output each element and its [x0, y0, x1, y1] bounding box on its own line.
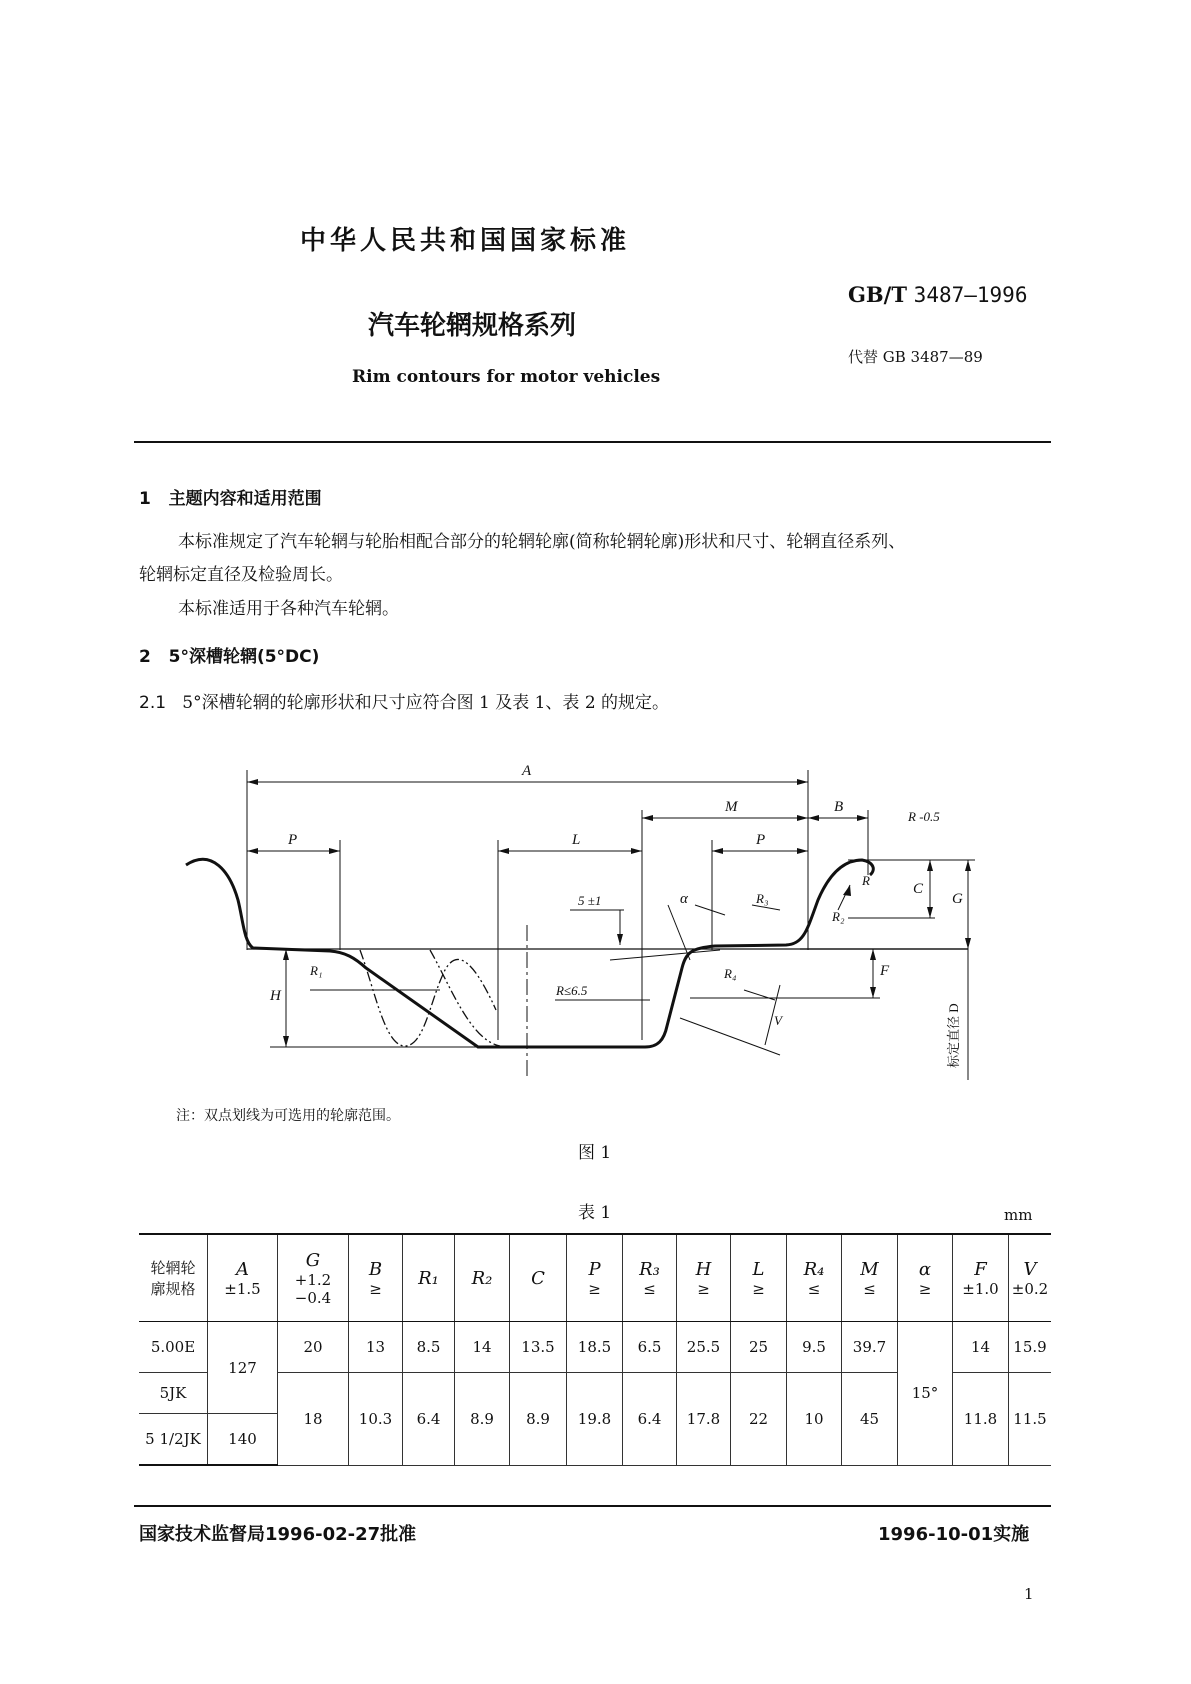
col-L-ge: ≥	[752, 1279, 765, 1298]
col-M	[842, 1235, 898, 1322]
label-P-left: P	[288, 832, 298, 848]
cell-C: 13.5	[510, 1322, 567, 1373]
cell-R2: 8.9	[455, 1373, 510, 1466]
col-R3	[623, 1235, 677, 1322]
col-alpha-label: α	[918, 1258, 932, 1280]
label-B: B	[834, 799, 844, 815]
col-M-le: ≤	[863, 1279, 876, 1298]
cell-F: 14	[953, 1322, 1009, 1373]
label-G: G	[952, 891, 963, 907]
label-V: V	[774, 1013, 782, 1028]
table-unit: mm	[1004, 1206, 1033, 1224]
page-number: 1	[1024, 1585, 1034, 1603]
rim-contour-line	[186, 859, 873, 1047]
cell-alpha: 15°	[898, 1322, 953, 1466]
section-1-title: 主题内容和适用范围	[168, 489, 322, 509]
footer-rule	[134, 1505, 1051, 1507]
col-G-tol-lower: −0.4	[294, 1288, 332, 1307]
col-V-label: V	[1023, 1258, 1037, 1280]
col-A-tol: ±1.5	[224, 1279, 261, 1298]
col-H-ge: ≥	[697, 1279, 710, 1298]
label-R3: R₃	[756, 891, 769, 906]
paragraph-1-line-2: 轮辋标定直径及检验周长。	[139, 565, 343, 585]
national-standard-heading: 中华人民共和国国家标准	[300, 226, 631, 256]
col-R1	[403, 1235, 455, 1322]
implementation-date: 1996-10-01实施	[878, 1524, 1030, 1545]
col-B-label: B	[368, 1258, 383, 1280]
label-R1: R₁	[310, 963, 323, 978]
paragraph-1-line-1: 本标准规定了汽车轮辋与轮胎相配合部分的轮辋轮廓(简称轮辋轮廓)形状和尺寸、轮辋直径系列、	[178, 532, 906, 552]
section-2-title: 5°深槽轮辋(5°DC)	[168, 647, 320, 667]
cell-G: 18	[278, 1373, 349, 1466]
cell-L: 22	[731, 1373, 787, 1466]
label-R4: R₄	[724, 966, 737, 981]
label-D: 标定直径 D	[946, 1003, 961, 1068]
col-alpha-ge: ≥	[918, 1279, 932, 1298]
col-H-label: H	[695, 1258, 712, 1280]
cell-A-bottom: 140	[208, 1414, 278, 1466]
col-L-label: L	[752, 1258, 765, 1280]
cell-P: 18.5	[567, 1322, 623, 1373]
label-R-limit: R≤6.5	[556, 983, 588, 998]
standard-number-value: 3487—1996	[913, 283, 1028, 307]
col-R3-label: R₃	[639, 1258, 660, 1280]
col-G	[278, 1235, 349, 1322]
label-alpha: α	[680, 891, 688, 907]
approval-date: 国家技术监督局1996-02-27批准	[139, 1524, 417, 1545]
col-V	[1009, 1235, 1052, 1322]
table-header-row	[139, 1235, 1051, 1322]
label-R-tol: R -0.5	[908, 809, 940, 824]
label-five: 5 ±1	[578, 893, 602, 908]
col-B-ge: ≥	[369, 1279, 382, 1298]
col-alpha	[898, 1235, 953, 1322]
cell-V: 11.5	[1009, 1373, 1052, 1466]
label-P-right: P	[756, 832, 766, 848]
cell-H: 17.8	[677, 1373, 731, 1466]
col-V-tol: ±0.2	[1011, 1279, 1049, 1298]
col-B	[349, 1235, 403, 1322]
col-F	[953, 1235, 1009, 1322]
cell-R3: 6.5	[623, 1322, 677, 1373]
standard-number-prefix: GB/T	[848, 282, 907, 307]
cell-R4: 9.5	[787, 1322, 842, 1373]
cell-R1: 8.5	[403, 1322, 455, 1373]
col-rim-line2: 廓规格	[150, 1280, 196, 1298]
col-A-label: A	[236, 1258, 249, 1280]
col-P	[567, 1235, 623, 1322]
cell-rim: 5 1/2JK	[139, 1414, 208, 1466]
cell-B: 10.3	[349, 1373, 403, 1466]
cell-R2: 14	[455, 1322, 510, 1373]
col-F-label: F	[974, 1258, 987, 1280]
cell-rim: 5JK	[139, 1373, 208, 1414]
col-R4-le: ≤	[807, 1279, 821, 1298]
figure-caption: 图 1	[578, 1143, 612, 1163]
cell-L: 25	[731, 1322, 787, 1373]
col-R2	[455, 1235, 510, 1322]
col-G-tol-upper: +1.2	[294, 1270, 332, 1289]
col-F-tol: ±1.0	[962, 1279, 999, 1298]
section-1-number: 1	[139, 489, 151, 509]
cell-rim: 5.00E	[139, 1322, 208, 1373]
clause-2-1-text: 5°深槽轮辋的轮廓形状和尺寸应符合图 1 及表 1、表 2 的规定。	[182, 693, 670, 713]
document-title-en: Rim contours for motor vehicles	[352, 367, 661, 387]
cell-A-top: 127	[208, 1322, 278, 1414]
col-R3-le: ≤	[643, 1279, 656, 1298]
label-C: C	[913, 881, 924, 897]
col-rim	[139, 1235, 208, 1322]
col-C	[510, 1235, 567, 1322]
cell-R1: 6.4	[403, 1373, 455, 1466]
figure-note: 注：双点划线为可选用的轮廓范围。	[176, 1108, 400, 1124]
cell-R4: 10	[787, 1373, 842, 1466]
paragraph-2: 本标准适用于各种汽车轮辋。	[178, 599, 399, 619]
col-M-label: M	[860, 1258, 879, 1280]
label-H: H	[270, 988, 281, 1004]
cell-M: 39.7	[842, 1322, 898, 1373]
table-caption: 表 1	[578, 1203, 612, 1223]
cell-M: 45	[842, 1373, 898, 1466]
rim-spec-table	[139, 1235, 1051, 1466]
label-L: L	[572, 832, 581, 848]
col-C-label: C	[531, 1267, 545, 1289]
section-2-number: 2	[139, 647, 151, 667]
cell-P: 19.8	[567, 1373, 623, 1466]
clause-2-1-number: 2.1	[139, 693, 167, 713]
document-title-cn: 汽车轮辋规格系列	[368, 311, 577, 341]
cell-B: 13	[349, 1322, 403, 1373]
label-A: A	[522, 763, 532, 779]
col-P-ge: ≥	[588, 1279, 601, 1298]
col-A	[208, 1235, 278, 1322]
col-P-label: P	[588, 1258, 601, 1280]
label-F: F	[880, 963, 890, 979]
label-R: R	[862, 873, 870, 888]
col-rim-line1: 轮辋轮	[150, 1259, 196, 1277]
cell-G: 20	[278, 1322, 349, 1373]
cell-H: 25.5	[677, 1322, 731, 1373]
cell-R3: 6.4	[623, 1373, 677, 1466]
col-L	[731, 1235, 787, 1322]
col-R4-label: R₄	[803, 1258, 825, 1280]
label-M: M	[725, 799, 738, 815]
table-row	[139, 1322, 1051, 1373]
col-R2-label: R₂	[471, 1267, 493, 1289]
cell-C: 8.9	[510, 1373, 567, 1466]
col-R1-label: R₁	[418, 1267, 439, 1289]
label-R2: R₂	[832, 909, 845, 924]
optional-contour	[360, 950, 496, 1046]
col-G-label: G	[305, 1249, 321, 1271]
replaces-standard: 代替 GB 3487—89	[848, 348, 983, 366]
cell-V: 15.9	[1009, 1322, 1052, 1373]
col-H	[677, 1235, 731, 1322]
col-R4	[787, 1235, 842, 1322]
cell-F: 11.8	[953, 1373, 1009, 1466]
